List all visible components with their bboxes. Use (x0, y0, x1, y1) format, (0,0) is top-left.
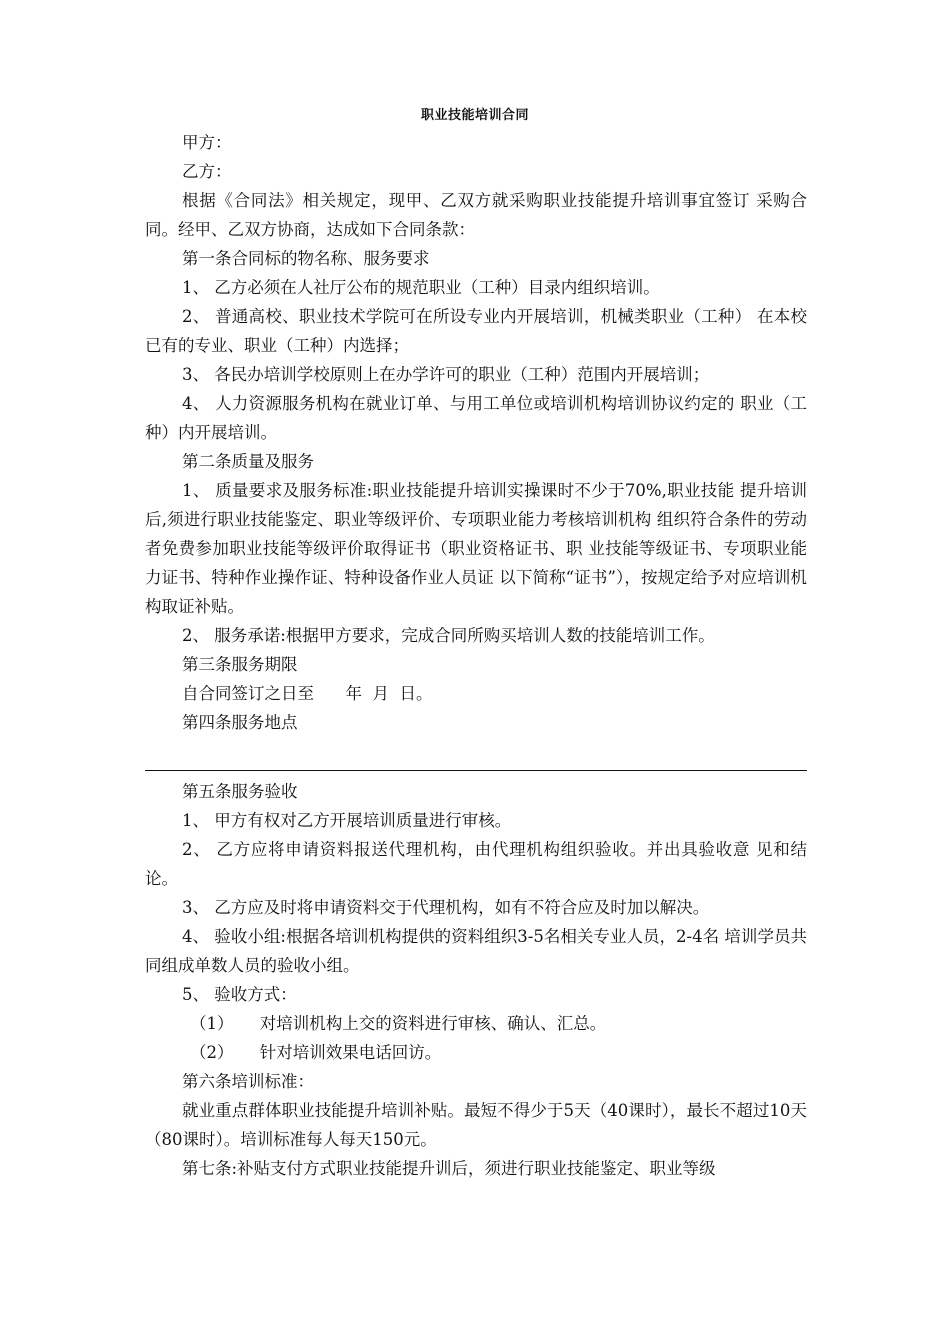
document-body (145, 128, 807, 737)
paragraph-party-a: 甲方： (182, 133, 232, 152)
paragraph-2-2: 2、 服务承诺:根据甲方要求，完成合同所购买培训人数的技能培训工作。 (182, 626, 715, 645)
section-heading-3: 第三条服务期限 (182, 655, 298, 674)
paragraph-2-1: 1、 质量要求及服务标准:职业技能提升培训实操课时不少于70%,职业技能 提升培训后,须进行职业技能鉴定、职业等级评价、专项职业能力考核培训机构 组织符合条件的劳动者免费参加职业技能等级评价取得证书（职业资格证书、职 业技能等级证书、专项职业能力证书、特种作业操作证、特种设备作业人员证 以下简称“证书”），按规定给予对应培训机构取证补贴。 (145, 481, 807, 616)
paragraph-5-5-1: （1） 对培训机构上交的资料进行审核、确认、汇总。 (190, 1014, 607, 1033)
section-heading-6: 第六条培训标准： (182, 1072, 314, 1091)
paragraph-preamble: 根据《合同法》相关规定，现甲、乙双方就采购职业技能提升培训事宜签订 采购合同。经甲、乙双方协商，达成如下合同条款： (145, 191, 807, 239)
paragraph-1-1: 1、 乙方必须在人社厅公布的规范职业（工种）目录内组织培训。 (182, 278, 660, 297)
section-heading-4: 第四条服务地点 (182, 713, 298, 732)
section-heading-2: 第二条质量及服务 (182, 452, 314, 471)
paragraph-5-3: 3、 乙方应及时将申请资料交于代理机构，如有不符合应及时加以解决。 (182, 898, 710, 917)
paragraph-1-3: 3、 各民办培训学校原则上在办学许可的职业（工种）范围内开展培训； (182, 365, 710, 384)
document-title: 职业技能培训合同 (420, 108, 529, 123)
paragraph-1-2: 2、 普通高校、职业技术学院可在所设专业内开展培训，机械类职业（工种） 在本校已有的专业、职业（工种）内选择； (145, 307, 807, 355)
section-heading-1: 第一条合同标的物名称、服务要求 (182, 249, 430, 268)
paragraph-5-5: 5、 验收方式： (182, 985, 297, 1004)
paragraph-5-5-2: （2） 针对培训效果电话回访。 (190, 1043, 442, 1062)
paragraph-3-1: 自合同签订之日至 年 月 日。 (182, 684, 433, 703)
paragraph-6-1: 就业重点群体职业技能提升培训补贴。最短不得少于5天（40课时），最长不超过10天（80课时）。培训标准每人每天150元。 (145, 1101, 807, 1149)
paragraph-5-2: 2、 乙方应将申请资料报送代理机构，由代理机构组织验收。并出具验收意 见和结论。 (145, 840, 807, 888)
paragraph-5-4: 4、 验收小组:根据各培训机构提供的资料组织3-5名相关专业人员，2-4名 培训学员共同组成单数人员的验收小组。 (145, 927, 807, 975)
horizontal-rule (145, 770, 807, 771)
document-body-lower (145, 770, 807, 1183)
paragraph-5-1: 1、 甲方有权对乙方开展培训质量进行审核。 (182, 811, 512, 830)
paragraph-party-b: 乙方： (182, 162, 232, 181)
section-heading-7: 第七条:补贴支付方式职业技能提升训后，须进行职业技能鉴定、职业等级 (182, 1159, 716, 1178)
paragraph-1-4: 4、 人力资源服务机构在就业订单、与用工单位或培训机构培训协议约定的 职业（工种）内开展培训。 (145, 394, 807, 442)
section-heading-5: 第五条服务验收 (182, 782, 298, 801)
